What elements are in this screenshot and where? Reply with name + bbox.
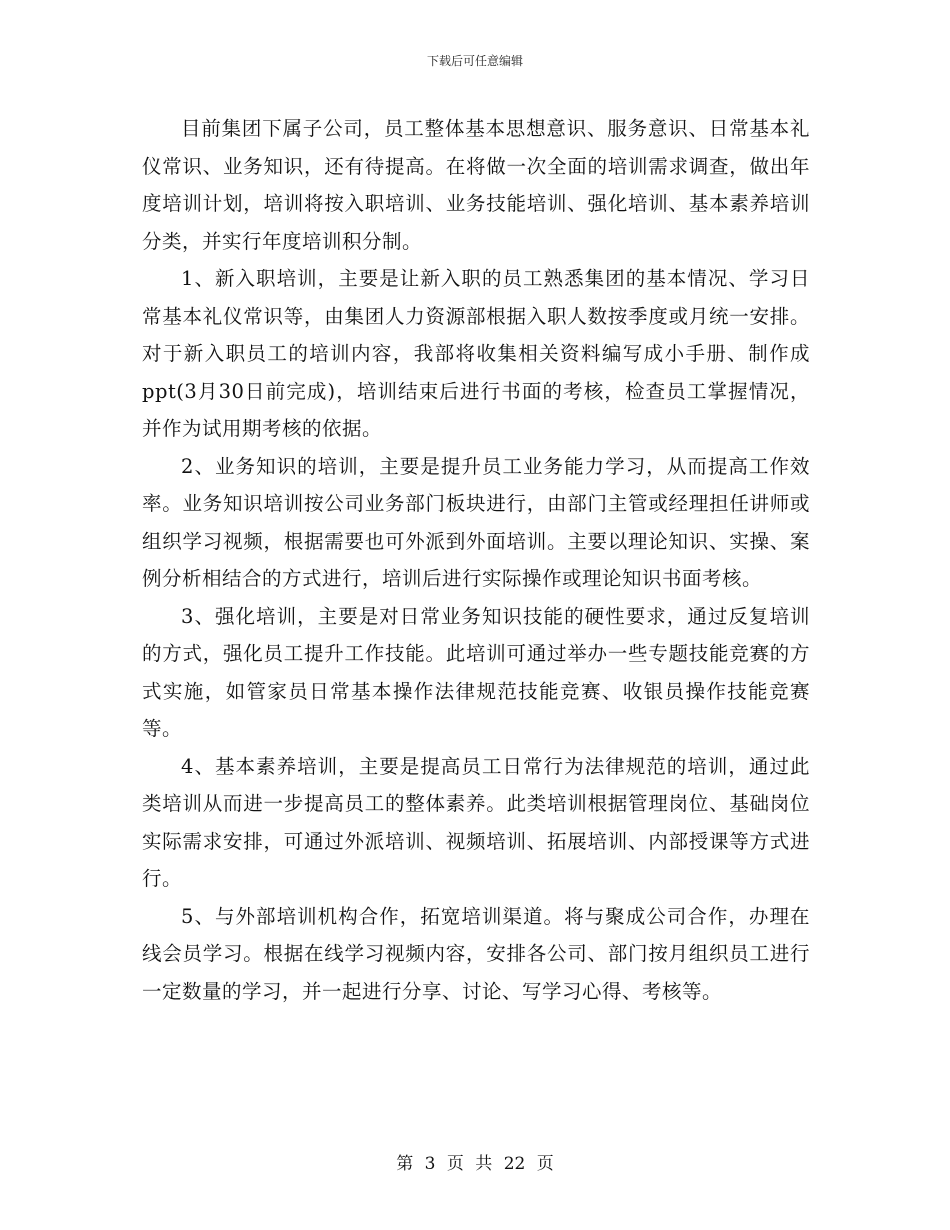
paragraph-intensive-training: 3、强化培训，主要是对日常业务知识技能的硬性要求，通过反复培训的方式，强化员工提升工作技能。此培训可通过举办一些专题技能竞赛的方式实施，如管家员日常基本操作法律规范技能竞赛、收银员操作技能竞赛等。	[142, 604, 810, 740]
page-header: 下载后可任意编辑	[426, 54, 523, 68]
page-number: 第 3 页 共 22 页	[396, 1154, 554, 1174]
intro-paragraph: 目前集团下属子公司，员工整体基本思想意识、服务意识、日常基本礼仪常识、业务知识，还有待提高。在将做一次全面的培训需求调查，做出年度培训计划，培训将按入职培训、业务技能培训、强化培训、基本素养培训分类，并实行年度培训积分制。	[142, 117, 810, 253]
paragraph-business-knowledge-training: 2、业务知识的培训，主要是提升员工业务能力学习，从而提高工作效率。业务知识培训按公司业务部门板块进行，由部门主管或经理担任讲师或组织学习视频，根据需要也可外派到外面培训。主要以理论知识、实操、案例分析相结合的方式进行，培训后进行实际操作或理论知识书面考核。	[142, 454, 810, 590]
paragraph-new-hire-training: 1、新入职培训，主要是让新入职的员工熟悉集团的基本情况、学习日常基本礼仪常识等，由集团人力资源部根据入职人数按季度或月统一安排。对于新入职员工的培训内容，我部将收集相关资料编写成小手册、制作成ppt(3月30日前完成)，培训结束后进行书面的考核，检查员工掌握情况，并作为试用期考核的依据。	[142, 267, 810, 440]
paragraph-external-cooperation: 5、与外部培训机构合作，拓宽培训渠道。将与聚成公司合作，办理在线会员学习。根据在线学习视频内容，安排各公司、部门按月组织员工进行一定数量的学习，并一起进行分享、讨论、写学习心得、考核等。	[142, 904, 810, 1003]
paragraph-basic-quality-training: 4、基本素养培训，主要是提高员工日常行为法律规范的培训，通过此类培训从而进一步提高员工的整体素养。此类培训根据管理岗位、基础岗位实际需求安排，可通过外派培训、视频培训、拓展培训、内部授课等方式进行。	[142, 754, 810, 890]
document-body	[142, 110, 810, 1010]
